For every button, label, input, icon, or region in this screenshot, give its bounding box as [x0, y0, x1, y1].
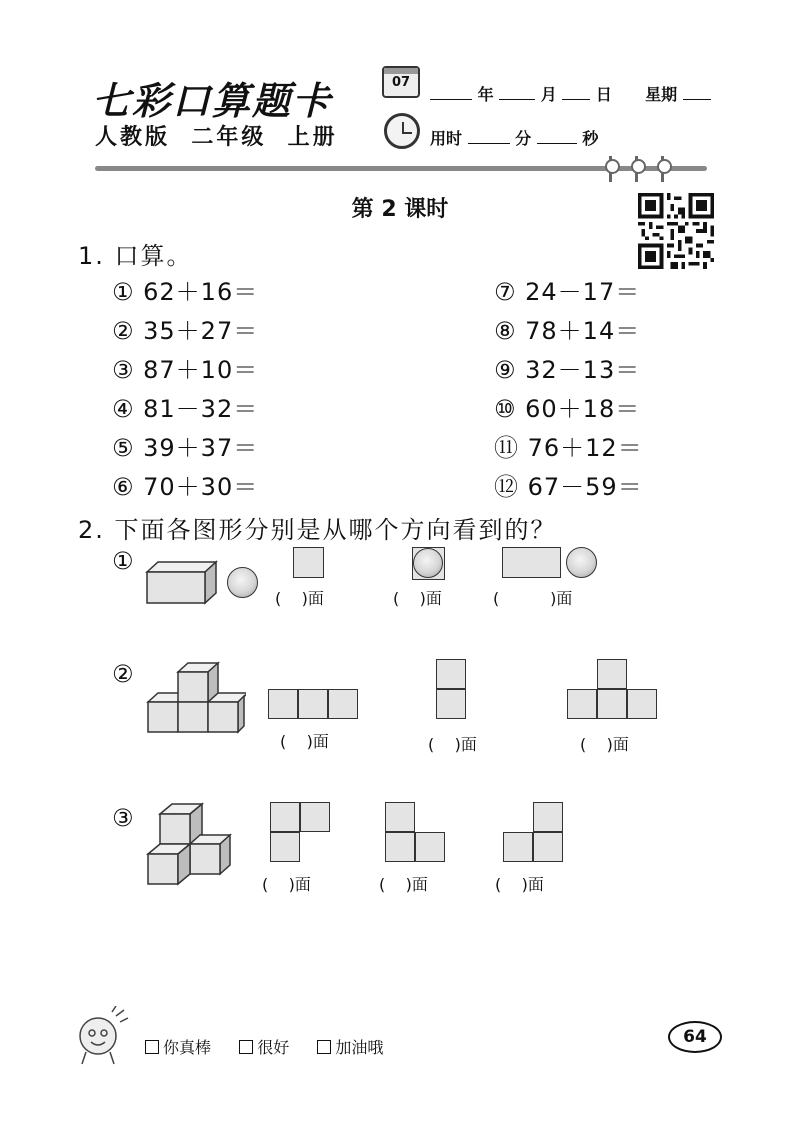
section2-title: 2. 下面各图形分别是从哪个方向看到的？ [78, 516, 557, 544]
figure-3-label: ③ [112, 804, 134, 832]
mascot-icon [72, 1006, 132, 1068]
option-great: 你真棒 [163, 1038, 212, 1057]
calendar-number: 07 [391, 75, 411, 90]
checkbox[interactable] [317, 1040, 331, 1054]
cuboid-figure [144, 560, 220, 606]
cube-stack-figure [146, 660, 246, 734]
date-line [430, 82, 711, 105]
view-cell [268, 689, 298, 719]
clock-icon [384, 113, 420, 149]
answer-blank: ( )面 [379, 875, 428, 894]
answer-blank: ( )面 [280, 732, 329, 751]
view-cell [328, 689, 358, 719]
problem-3: ③ 87＋10＝ [112, 356, 259, 384]
view-rectangle [502, 547, 561, 578]
answer-blank: ( )面 [580, 735, 629, 754]
day-label: 日 [595, 85, 612, 104]
option-good: 很好 [257, 1038, 290, 1057]
edition-label: 人教版 二年级 上册 [95, 125, 338, 150]
answer-blank: ( )面 [495, 875, 544, 894]
time-prefix: 用时 [430, 129, 463, 148]
answer-blank: ( )面 [275, 589, 324, 608]
qr-code-icon [638, 193, 714, 269]
view-cell [270, 832, 300, 862]
view-square [293, 547, 324, 578]
view-cell [533, 832, 563, 862]
view-cell [503, 832, 533, 862]
time-line [430, 126, 598, 149]
answer-blank: ( )面 [262, 875, 311, 894]
page-number: 64 [668, 1021, 722, 1053]
answer-blank: ( )面 [428, 735, 477, 754]
problem-12: ⑫ 67－59＝ [494, 473, 643, 501]
year-label: 年 [477, 85, 494, 104]
problem-10: ⑩ 60＋18＝ [494, 395, 641, 423]
problem-5: ⑤ 39＋37＝ [112, 434, 259, 462]
problem-9: ⑨ 32－13＝ [494, 356, 641, 384]
view-circle [566, 547, 597, 578]
pin-icon [661, 156, 664, 182]
view-cell [385, 832, 415, 862]
brand-title: 七彩口算题卡 [92, 78, 333, 123]
minutes-label: 分 [515, 129, 532, 148]
problem-1: ① 62＋16＝ [112, 278, 259, 306]
view-cell [597, 659, 627, 689]
figure-1-label: ① [112, 547, 134, 575]
rating-options [145, 1035, 383, 1058]
option-keep-going: 加油哦 [335, 1038, 384, 1057]
view-cell [270, 802, 300, 832]
cube-stack-figure [146, 802, 238, 886]
answer-blank: ( )面 [493, 589, 573, 608]
view-cell [627, 689, 657, 719]
view-cell [385, 802, 415, 832]
problem-2: ② 35＋27＝ [112, 317, 259, 345]
checkbox[interactable] [145, 1040, 159, 1054]
lesson-title: 第 2 课时 [351, 197, 449, 222]
section1-title: 1. 口算。 [78, 242, 193, 270]
view-cell [436, 689, 466, 719]
pin-icon [635, 156, 638, 182]
view-cell [300, 802, 330, 832]
problem-7: ⑦ 24－17＝ [494, 278, 641, 306]
problem-11: ⑪ 76＋12＝ [494, 434, 643, 462]
problem-8: ⑧ 78＋14＝ [494, 317, 641, 345]
view-square-with-circle [412, 547, 445, 580]
seconds-label: 秒 [582, 129, 599, 148]
pin-icon [609, 156, 612, 182]
view-cell [567, 689, 597, 719]
problem-6: ⑥ 70＋30＝ [112, 473, 259, 501]
weekday-label: 星期 [645, 85, 678, 104]
ball-figure [227, 567, 258, 598]
view-cell [415, 832, 445, 862]
checkbox[interactable] [239, 1040, 253, 1054]
view-cell [298, 689, 328, 719]
month-label: 月 [540, 85, 557, 104]
answer-blank: ( )面 [393, 589, 442, 608]
view-cell [597, 689, 627, 719]
figure-2-label: ② [112, 660, 134, 688]
problem-4: ④ 81－32＝ [112, 395, 259, 423]
view-cell [436, 659, 466, 689]
calendar-icon [382, 66, 420, 98]
view-cell [533, 802, 563, 832]
